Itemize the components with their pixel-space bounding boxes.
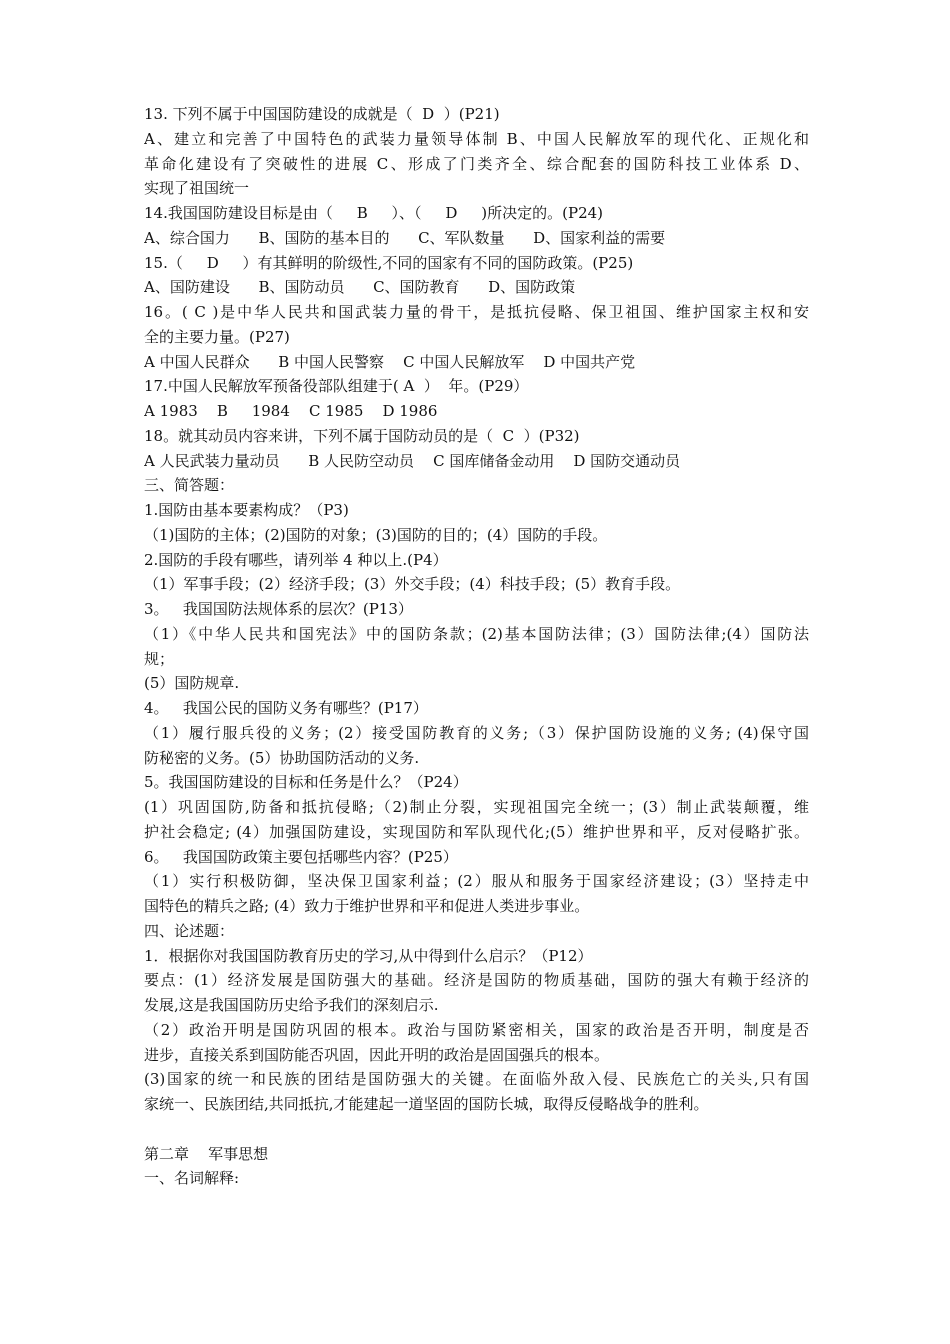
- text-line: 16。( C )是中华人民共和国武装力量的骨干，是抵抗侵略、保卫祖国、维护国家主权和安: [144, 303, 809, 321]
- text-line: 国特色的精兵之路; (4）致力于维护世界和平和促进人类进步事业。: [144, 897, 590, 915]
- text-line: 5。我国国防建设的目标和任务是什么？（P24）: [144, 773, 468, 792]
- text-line: （1)国防的主体；(2)国防的对象；(3)国防的目的；(4）国防的手段。: [144, 525, 608, 544]
- text-line: （2）政治开明是国防巩固的根本。政治与国防紧密相关，国家的政治是否开明，制度是否: [144, 1020, 809, 1039]
- text-line: A 人民武装力量动员 B 人民防空动员 C 国库储备金动用 D 国防交通动员: [144, 451, 681, 470]
- text-line: 全的主要力量。(P27): [144, 327, 290, 346]
- text-line: 规；: [144, 649, 175, 668]
- text-line: 15.（ D ）有其鲜明的阶级性,不同的国家有不同的国防政策。(P25): [144, 253, 634, 272]
- text-line: 18。就其动员内容来讲，下列不属于国防动员的是（ C ）(P32): [144, 426, 580, 445]
- text-line: 第二章 军事思想: [144, 1144, 269, 1163]
- text-line: 实现了祖国统一: [144, 179, 250, 198]
- text-line: 发展,这是我国国防历史给予我们的深刻启示.: [144, 996, 439, 1014]
- text-line: 要点：(1）经济发展是国防强大的基础。经济是国防的物质基础，国防的强大有赖于经济的: [144, 971, 809, 990]
- text-line: A、建立和完善了中国特色的武装力量领导体制 B、中国人民解放军的现代化、正规化和: [144, 129, 809, 148]
- text-line: （1）军事手段；(2）经济手段；(3）外交手段；(4）科技手段；(5）教育手段。: [144, 575, 681, 594]
- text-line: 防秘密的义务。(5）协助国防活动的义务.: [144, 748, 420, 767]
- text-line: 14.我国国防建设目标是由（ B ）、（ D )所决定的。(P24): [144, 204, 604, 222]
- text-line: （1）实行积极防御，坚决保卫国家利益；(2）服从和服务于国家经济建设；(3）坚持走中: [144, 872, 809, 891]
- text-line: A 中国人民群众 B 中国人民警察 C 中国人民解放军 D 中国共产党: [144, 352, 636, 371]
- text-line: 1.国防由基本要素构成？（P3): [144, 501, 349, 519]
- text-line: A、国防建设 B、国防动员 C、国防教育 D、国防政策: [144, 278, 576, 297]
- text-line: (5）国防规章.: [144, 674, 240, 693]
- blank-line: [144, 1117, 809, 1142]
- text-line: 一、名词解释:: [144, 1169, 240, 1188]
- text-line: 1．根据你对我国国防教育历史的学习,从中得到什么启示？（P12）: [144, 946, 593, 965]
- text-line: A、综合国力 B、国防的基本目的 C、军队数量 D、国家利益的需要: [144, 228, 666, 247]
- text-line: 家统一、民族团结,共同抵抗,才能建起一道坚固的国防长城，取得反侵略战争的胜利。: [144, 1095, 709, 1113]
- text-line: 2.国防的手段有哪些，请列举 4 种以上.(P4）: [144, 550, 448, 569]
- text-line: 4。 我国公民的国防义务有哪些？(P17）: [144, 699, 428, 717]
- text-line: 三、简答题：: [144, 476, 235, 495]
- document-page: [144, 102, 809, 1191]
- text-line: (3)国家的统一和民族的团结是国防强大的关键。在面临外敌入侵、民族危亡的关头,只有国: [144, 1070, 809, 1089]
- text-line: A 1983 B 1984 C 1985 D 1986: [144, 402, 438, 420]
- text-line: 进步，直接关系到国防能否巩固，因此开明的政治是固国强兵的根本。: [144, 1045, 610, 1064]
- text-line: (1）巩固国防,防备和抵抗侵略;（2)制止分裂，实现祖国完全统一；(3）制止武装颠覆，维: [144, 798, 809, 816]
- text-line: 6。 我国国防政策主要包括哪些内容？(P25）: [144, 847, 458, 866]
- text-line: 护社会稳定; (4）加强国防建设，实现国防和军队现代化;(5）维护世界和平，反对侵略扩张。: [144, 822, 809, 841]
- text-line: 13. 下列不属于中国国防建设的成就是（ D ）(P21): [144, 105, 500, 123]
- text-line: （1）《中华人民共和国宪法》中的国防条款；(2)基本国防法律；(3）国防法律;(4）国防法: [144, 624, 809, 643]
- text-line: （1）履行服兵役的义务；(2）接受国防教育的义务;（3）保护国防设施的义务; (4)保守国: [144, 723, 809, 742]
- text-line: 革命化建设有了突破性的进展 C、形成了门类齐全、综合配套的国防科技工业体系 D、: [144, 154, 809, 173]
- text-line: 17.中国人民解放军预备役部队组建于( A ） 年。(P29）: [144, 377, 529, 396]
- text-line: 3。 我国国防法规体系的层次？(P13）: [144, 600, 413, 618]
- text-line: 四、论述题：: [144, 921, 235, 940]
